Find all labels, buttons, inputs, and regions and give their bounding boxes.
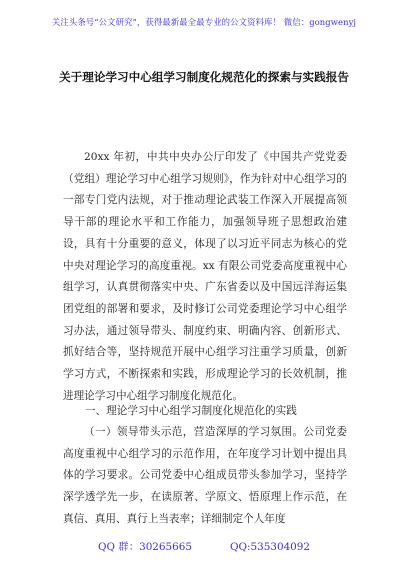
section-heading: 一、理论学习中心组学习制度化规范化的实践 xyxy=(85,405,297,417)
intro-paragraph: 20xx 年初，中共中央办公厅印发了《中国共产党党委（党组）理论学习中心组学习规则》，作为针对中心组学习的一部专门党内法规，对于推动理论武装工作深入开展提高领导干部的理论水平和工作能力，加强领导班子思想政治建设，具有十分重要的意义，体现了以习近平同志为核心的党中央对理论学习的高度重视。xx 有限公司党委高度重视中心组学习，认真贯彻落实中央、广东省委以及中国远洋海运集团党组的部署和要求，及时修订公司党委理论学习中心组学习办法，通过领导带头、制度约束、明确内容、创新形式、抓好结合等，坚持规范开展中心组学习注重学习质量，创新学习方式，不断探索和实践，形成理论学习的长效机制，推进理论学习中心组学习制度化规范化。 xyxy=(63,151,347,402)
footer-contact xyxy=(0,538,408,553)
section-paragraph: （一）领导带头示范，营造深厚的学习氛围。公司党委高度重视中心组学习的示范作用，在年度学习计划中提出具体的学习要求。公司党委中心组成员带头参加学习，坚持学深学透学先一步，在读原著、学原文、悟原理上作示范，在真信、真用、真行上当表率；详细制定个人年度 xyxy=(63,426,347,525)
footer-qq-number: QQ:535304092 xyxy=(229,541,311,553)
header-banner: 关注头条号“公文研究”，获得最新最全最专业的公文资料库！ 微信：gongwenyj xyxy=(51,17,357,27)
document-title: 关于理论学习中心组学习制度化规范化的探索与实践报告 xyxy=(59,70,349,84)
footer-qq-group: QQ 群：30265665 xyxy=(97,541,192,553)
